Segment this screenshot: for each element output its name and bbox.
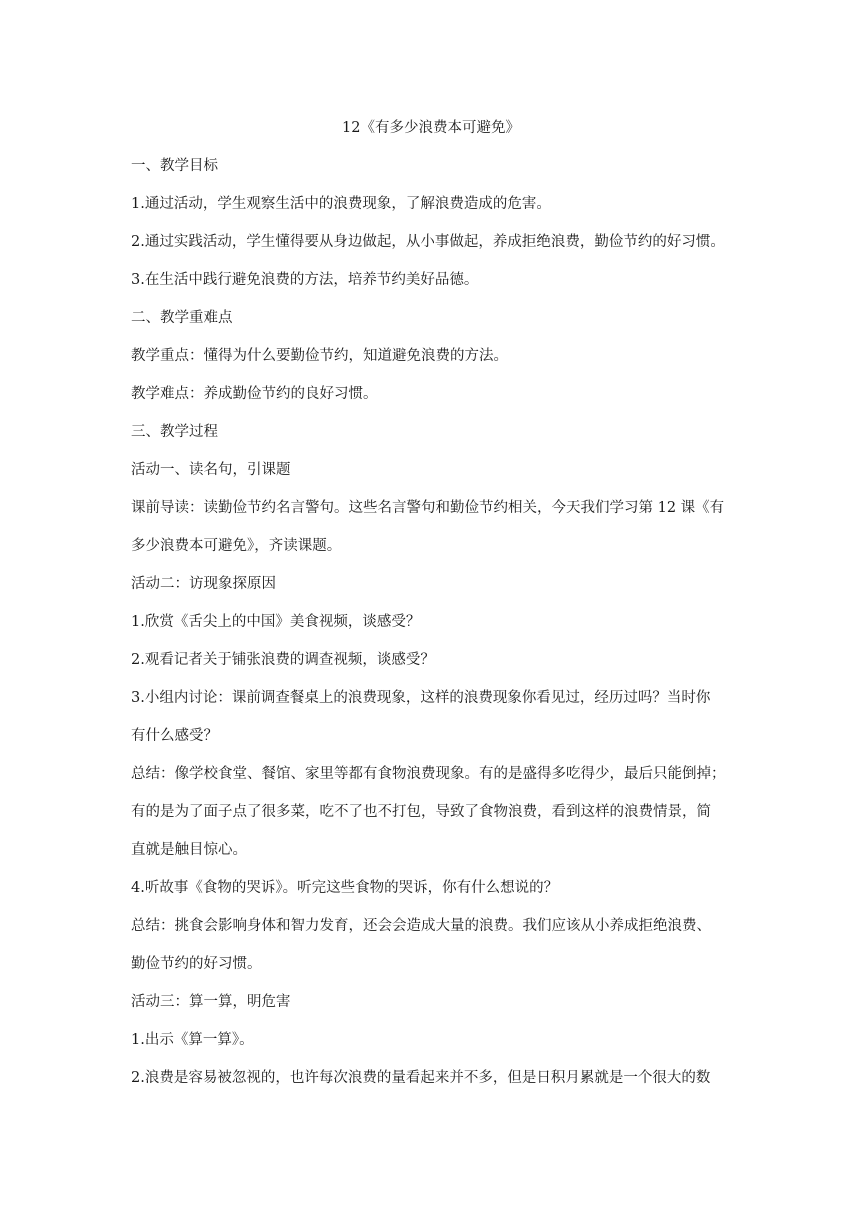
document-title: 12《有多少浪费本可避免》 [342,120,520,136]
section-heading-process: 三、教学过程 [131,424,218,440]
paragraph-line: 2.浪费是容易被忽视的，也许每次浪费的量看起来并不多，但是日积月累就是一个很大的数 [131,1070,711,1086]
paragraph-line: 1.欣赏《舌尖上的中国》美食视频，谈感受？ [131,614,421,630]
paragraph-line: 4.听故事《食物的哭诉》。听完这些食物的哭诉，你有什么想说的？ [131,880,559,896]
paragraph-line: 教学重点：懂得为什么要勤俭节约，知道避免浪费的方法。 [131,348,508,364]
paragraph-line: 有什么感受？ [131,728,218,744]
paragraph-line: 勤俭节约的好习惯。 [131,956,262,972]
paragraph-line: 总结：挑食会影响身体和智力发育，还会会造成大量的浪费。我们应该从小养成拒绝浪费、 [131,918,711,934]
activity-heading: 活动二：访现象探原因 [131,576,276,592]
document-page [131,0,731,1216]
paragraph-line: 多少浪费本可避免》，齐读课题。 [131,538,342,554]
section-heading-objectives: 一、教学目标 [131,158,218,174]
paragraph-line: 1.出示《算一算》。 [131,1032,254,1048]
paragraph-line: 2.观看记者关于铺张浪费的调查视频，谈感受？ [131,652,435,668]
activity-heading: 活动一、读名句，引课题 [131,462,291,478]
paragraph-line: 总结：像学校食堂、餐馆、家里等都有食物浪费现象。有的是盛得多吃得少，最后只能倒掉； [131,766,726,782]
activity-heading: 活动三：算一算，明危害 [131,994,291,1010]
paragraph-line: 3.在生活中践行避免浪费的方法，培养节约美好品德。 [131,272,479,288]
paragraph-line: 3.小组内讨论：课前调查餐桌上的浪费现象，这样的浪费现象你看见过，经历过吗？当时你 [131,690,711,706]
paragraph-line: 课前导读：读勤俭节约名言警句。这些名言警句和勤俭节约相关，今天我们学习第 12 课《有 [131,500,725,516]
section-heading-key-points: 二、教学重难点 [131,310,233,326]
paragraph-line: 1.通过活动，学生观察生活中的浪费现象，了解浪费造成的危害。 [131,196,551,212]
paragraph-line: 教学难点：养成勤俭节约的良好习惯。 [131,386,378,402]
paragraph-line: 有的是为了面子点了很多菜，吃不了也不打包，导致了食物浪费，看到这样的浪费情景，简 [131,804,711,820]
paragraph-line: 2.通过实践活动，学生懂得要从身边做起，从小事做起，养成拒绝浪费，勤俭节约的好习惯。 [131,234,725,250]
paragraph-line: 直就是触目惊心。 [131,842,247,858]
